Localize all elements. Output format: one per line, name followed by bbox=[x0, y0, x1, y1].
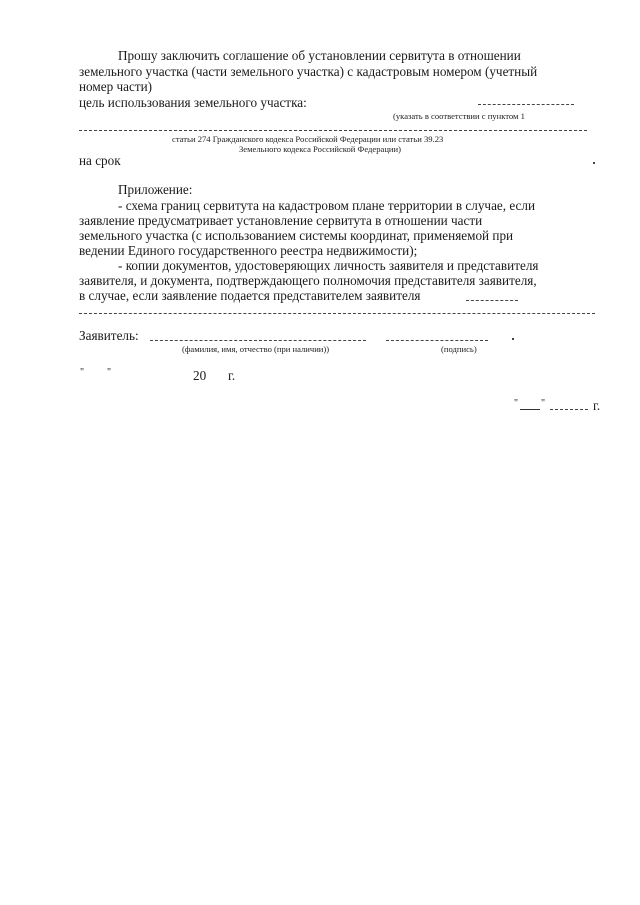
date-right-suffix: г. bbox=[593, 398, 601, 413]
attachment-1-line-3: земельного участка (с использованием системы координат, применяемой при bbox=[79, 228, 514, 243]
date-year-suffix: г. bbox=[228, 368, 236, 383]
date-quote-close: " bbox=[107, 367, 112, 378]
applicant-end-mark bbox=[512, 338, 514, 340]
applicant-label: Заявитель: bbox=[79, 328, 139, 343]
date-quote-open: " bbox=[80, 367, 85, 378]
purpose-hint-1: (указать в соответствии с пунктом 1 bbox=[393, 111, 525, 121]
request-line-2: земельного участка (части земельного участка) с кадастровым номером (учетный bbox=[79, 64, 538, 79]
date-year-prefix: 20 bbox=[193, 368, 207, 383]
request-line-3: номер части) bbox=[79, 79, 153, 94]
applicant-signature-field[interactable] bbox=[386, 340, 488, 341]
term-label: на срок bbox=[79, 153, 121, 168]
attachments-heading: Приложение: bbox=[118, 182, 193, 197]
date-right-quote-close: " bbox=[541, 398, 546, 409]
date-right-day-field[interactable] bbox=[520, 409, 540, 410]
applicant-name-hint: (фамилия, имя, отчество (при наличии)) bbox=[182, 344, 330, 354]
attachment-1-line-4: ведении Единого государственного реестра недвижимости); bbox=[79, 243, 418, 258]
attachment-2-line-2: заявителя, и документа, подтверждающего полномочия представителя заявителя, bbox=[79, 273, 537, 288]
purpose-label: цель использования земельного участка: bbox=[79, 95, 307, 110]
date-right-month-field[interactable] bbox=[550, 409, 588, 410]
applicant-name-field[interactable] bbox=[150, 340, 366, 341]
purpose-fill-line[interactable] bbox=[79, 130, 587, 131]
attachments-fill-line[interactable] bbox=[79, 313, 595, 314]
date-right-quote-open: " bbox=[514, 398, 519, 409]
term-fill-end-mark bbox=[593, 162, 595, 164]
request-line-1: Прошу заключить соглашение об установлении сервитута в отношении bbox=[118, 48, 521, 63]
purpose-hint-3: Земельного кодекса Российской Федерации) bbox=[239, 144, 401, 154]
attachments-fill-line-short[interactable] bbox=[466, 300, 518, 301]
attachment-2-line-3: в случае, если заявление подается представителем заявителя bbox=[79, 288, 421, 303]
attachment-2-line-1: - копии документов, удостоверяющих личность заявителя и представителя bbox=[118, 258, 539, 273]
applicant-signature-hint: (подпись) bbox=[441, 344, 477, 354]
attachment-1-line-2: заявление предусматривает установление сервитута в отношении части bbox=[79, 213, 483, 228]
purpose-fill-line-top[interactable] bbox=[478, 104, 574, 105]
attachment-1-line-1: - схема границ сервитута на кадастровом плане территории в случае, если bbox=[118, 198, 536, 213]
purpose-hint-2: статьи 274 Гражданского кодекса Российской Федерации или статьи 39.23 bbox=[172, 134, 444, 144]
